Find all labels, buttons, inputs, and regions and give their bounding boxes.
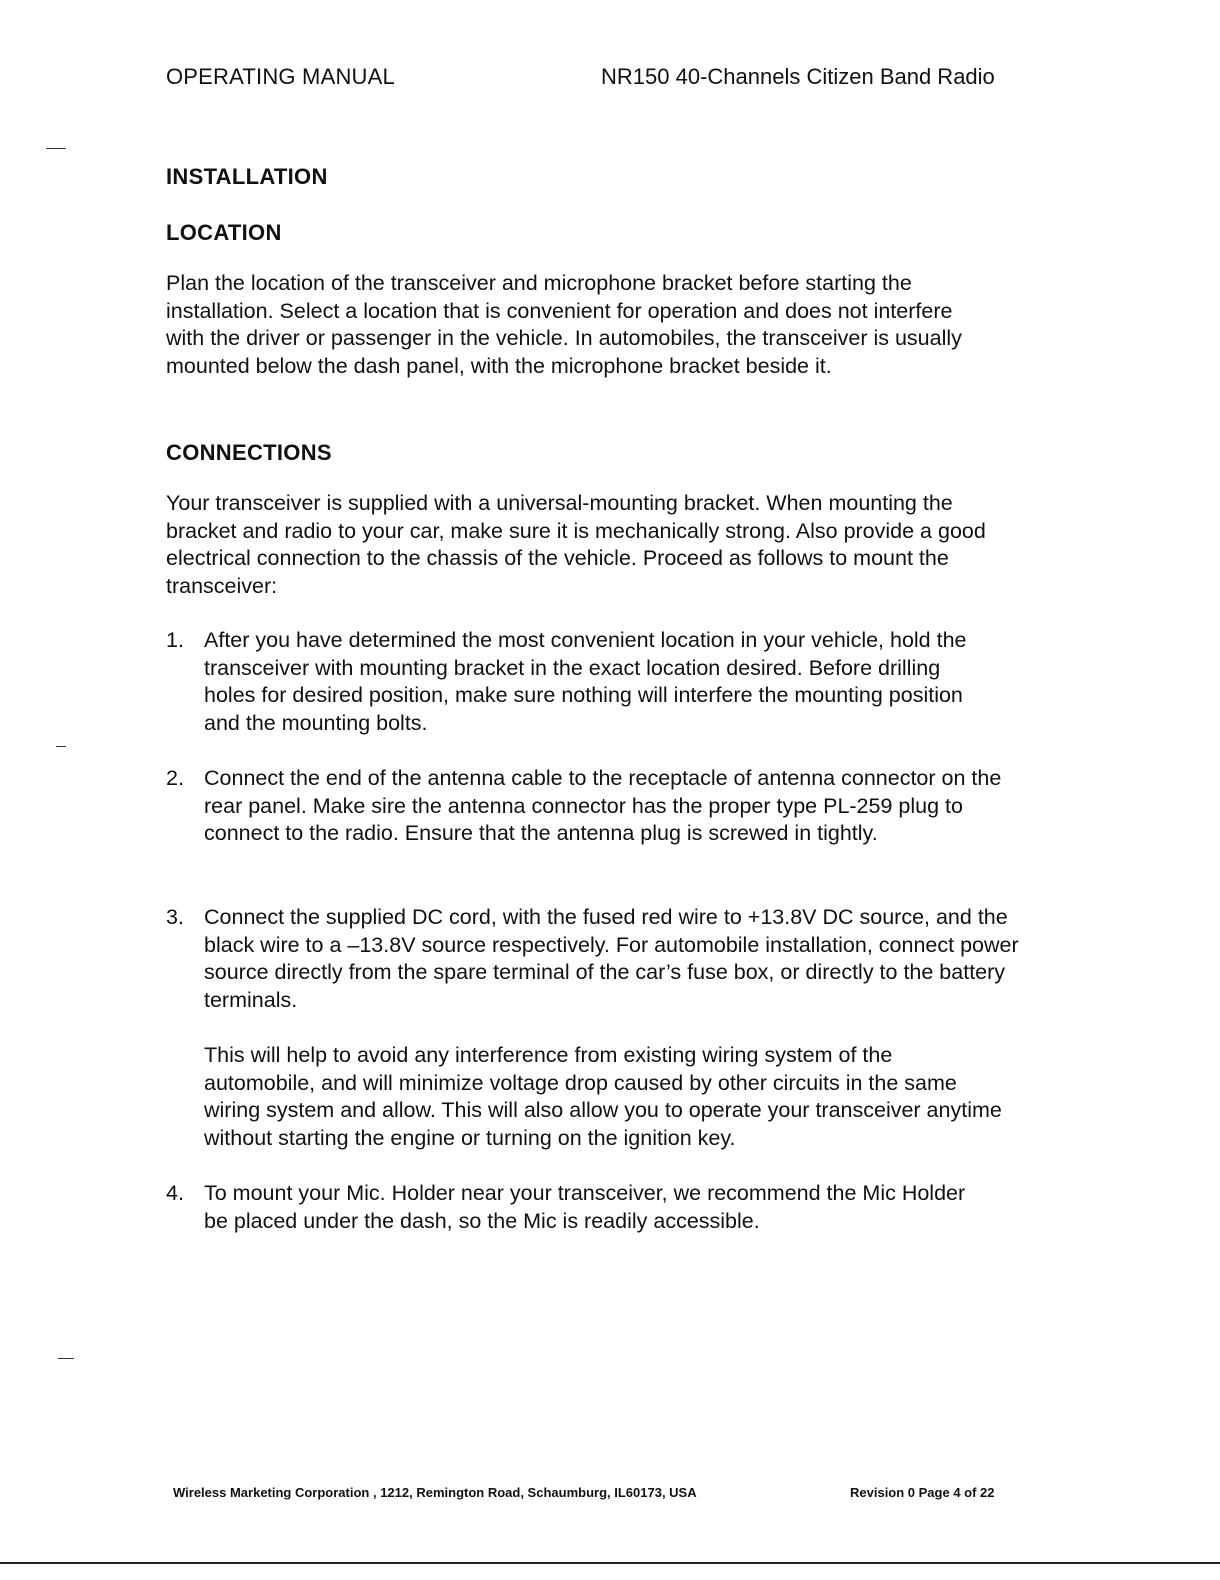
location-heading: LOCATION [166, 220, 282, 245]
header-manual-title: OPERATING MANUAL [166, 64, 395, 89]
step-text-1: After you have determined the most convenient location in your vehicle, hold the transceiver with mounting bracket in the exact location desired. Before drilling holes for desired position, make sure nothing will interfere the mounting position and the mounting bolts. [204, 628, 967, 735]
step-note-text-3: This will help to avoid any interference from existing wiring system of the automobile, and will minimize voltage drop caused by other circuits in the same wiring system and allow. This will also allow you to operate your transceiver anytime without starting the engine or turning on the ignition key. [204, 1043, 1002, 1150]
step-text-2: Connect the end of the antenna cable to the receptacle of antenna connector on the rear panel. Make sire the antenna connector has the proper type PL-259 plug to connect to the radio. Ensure that the antenna plug is screwed in tightly. [204, 766, 1002, 845]
footer-page-info: Revision 0 Page 4 of 22 [850, 1485, 995, 1500]
step-number-1: 1. [166, 628, 184, 652]
margin-mark-middle [56, 746, 66, 747]
step-number-2: 2. [166, 766, 184, 790]
bottom-rule [0, 1562, 1220, 1564]
footer-company-address: Wireless Marketing Corporation , 1212, Remington Road, Schaumburg, IL60173, USA [173, 1485, 697, 1500]
step-number-3: 3. [166, 905, 184, 929]
installation-heading: INSTALLATION [166, 164, 328, 189]
header-product-title: NR150 40-Channels Citizen Band Radio [601, 64, 995, 89]
step-text-4: To mount your Mic. Holder near your transceiver, we recommend the Mic Holder be placed under the dash, so the Mic is readily accessible. [204, 1181, 966, 1233]
step-text-3: Connect the supplied DC cord, with the fused red wire to +13.8V DC source, and the black wire to a –13.8V source respectively. For automobile installation, connect power source directly from the spare terminal of the car’s fuse box, or directly to the battery terminals. [204, 905, 1019, 1012]
margin-mark-bottom [58, 1358, 74, 1359]
step-number-4: 4. [166, 1181, 184, 1205]
connections-paragraph: Your transceiver is supplied with a universal-mounting bracket. When mounting the bracket and radio to your car, make sure it is mechanically strong. Also provide a good electrical connection to the chassis of the vehicle. Proceed as follows to mount the transceiver: [166, 491, 986, 598]
location-paragraph: Plan the location of the transceiver and microphone bracket before starting the installation. Select a location that is convenient for operation and does not interfere with the driver or passenger in the vehicle. In automobiles, the transceiver is usually mounted below the dash panel, with the microphone bracket beside it. [166, 271, 962, 378]
connections-heading: CONNECTIONS [166, 440, 332, 465]
margin-mark-top [46, 148, 66, 149]
